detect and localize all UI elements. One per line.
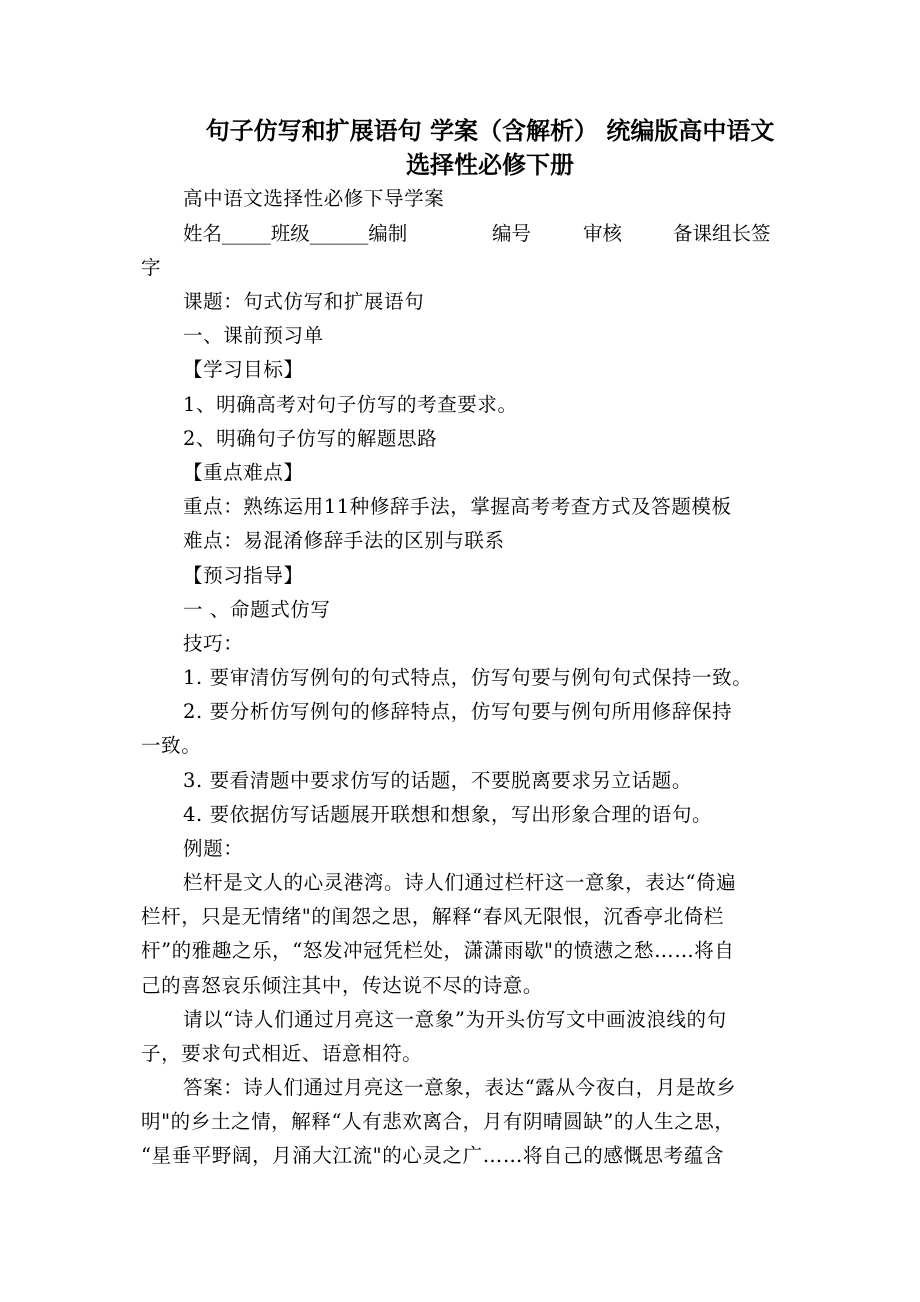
skill-item: 3. 要看清题中要求仿写的话题，不要脱离要求另立话题。 [183, 769, 693, 792]
example-paragraph-line: 杆”的雅趣之乐，“怒发冲冠凭栏处，潇潇雨歇"的愤懑之愁……将自 [141, 939, 735, 962]
skill-item: 1. 要审清仿写例句的句式特点，仿写句要与例句句式保持一致。 [183, 666, 753, 689]
subtitle: 高中语文选择性必修下导学案 [183, 187, 445, 210]
example-label: 例题： [183, 837, 244, 860]
document-title-line-2: 选择性必修下册 [406, 151, 574, 179]
section-one-heading: 一、课前预习单 [183, 324, 324, 347]
answer-line: 答案：诗人们通过月亮这一意象，表达“露从今夜白，月是故乡 [183, 1076, 737, 1099]
goals-heading: 【学习目标】 [183, 358, 304, 381]
question-line: 请以“诗人们通过月亮这一意象”为开头仿写文中画波浪线的句 [183, 1008, 727, 1031]
skill-item: 4. 要依据仿写话题展开联想和想象，写出形象合理的语句。 [183, 803, 713, 826]
leader-sign-wrap: 字 [141, 256, 162, 279]
document-title-line-1: 句子仿写和扩展语句 学案（含解析） 统编版高中语文 [205, 117, 775, 145]
example-paragraph-line: 栏杆是文人的心灵港湾。诗人们通过栏杆这一意象，表达“倚遍 [183, 871, 737, 894]
topic: 课题：句式仿写和扩展语句 [183, 290, 425, 313]
guide-subheading: 一 、命题式仿写 [183, 598, 331, 621]
difficult-point: 难点：易混淆修辞手法的区别与联系 [183, 529, 505, 552]
key-point: 重点：熟练运用11种修辞手法，掌握高考考查方式及答题模板 [183, 495, 732, 518]
skill-item-wrap: 一致。 [141, 734, 202, 757]
key-heading: 【重点难点】 [183, 461, 304, 484]
header-fields [183, 220, 783, 248]
goal-item: 1、明确高考对句子仿写的考查要求。 [183, 393, 518, 416]
skill-item: 2. 要分析仿写例句的修辞特点，仿写句要与例句所用修辞保持 [183, 700, 733, 723]
goal-item: 2、明确句子仿写的解题思路 [183, 427, 438, 450]
skills-label: 技巧： [183, 632, 244, 655]
leader-sign-field: 备课组长签 [673, 222, 771, 245]
question-line: 子，要求句式相近、语意相符。 [141, 1042, 423, 1065]
answer-line: “星垂平野阔，月涌大江流"的心灵之广……将自己的感慨思考蕴含 [141, 1144, 724, 1167]
name-class-compile-field: 姓名_____班级______编制 [183, 222, 408, 245]
review-field: 审核 [583, 222, 623, 245]
guide-heading: 【预习指导】 [183, 564, 304, 587]
answer-line: 明"的乡土之情，解释“人有悲欢离合，月有阴晴圆缺”的人生之思， [141, 1110, 735, 1133]
example-paragraph-line: 己的喜怒哀乐倾注其中，传达说不尽的诗意。 [141, 974, 544, 997]
number-field: 编号 [492, 222, 532, 245]
example-paragraph-line: 栏杆，只是无情绪"的闺怨之思，解释“春风无限恨，沉香亭北倚栏 [141, 905, 724, 928]
